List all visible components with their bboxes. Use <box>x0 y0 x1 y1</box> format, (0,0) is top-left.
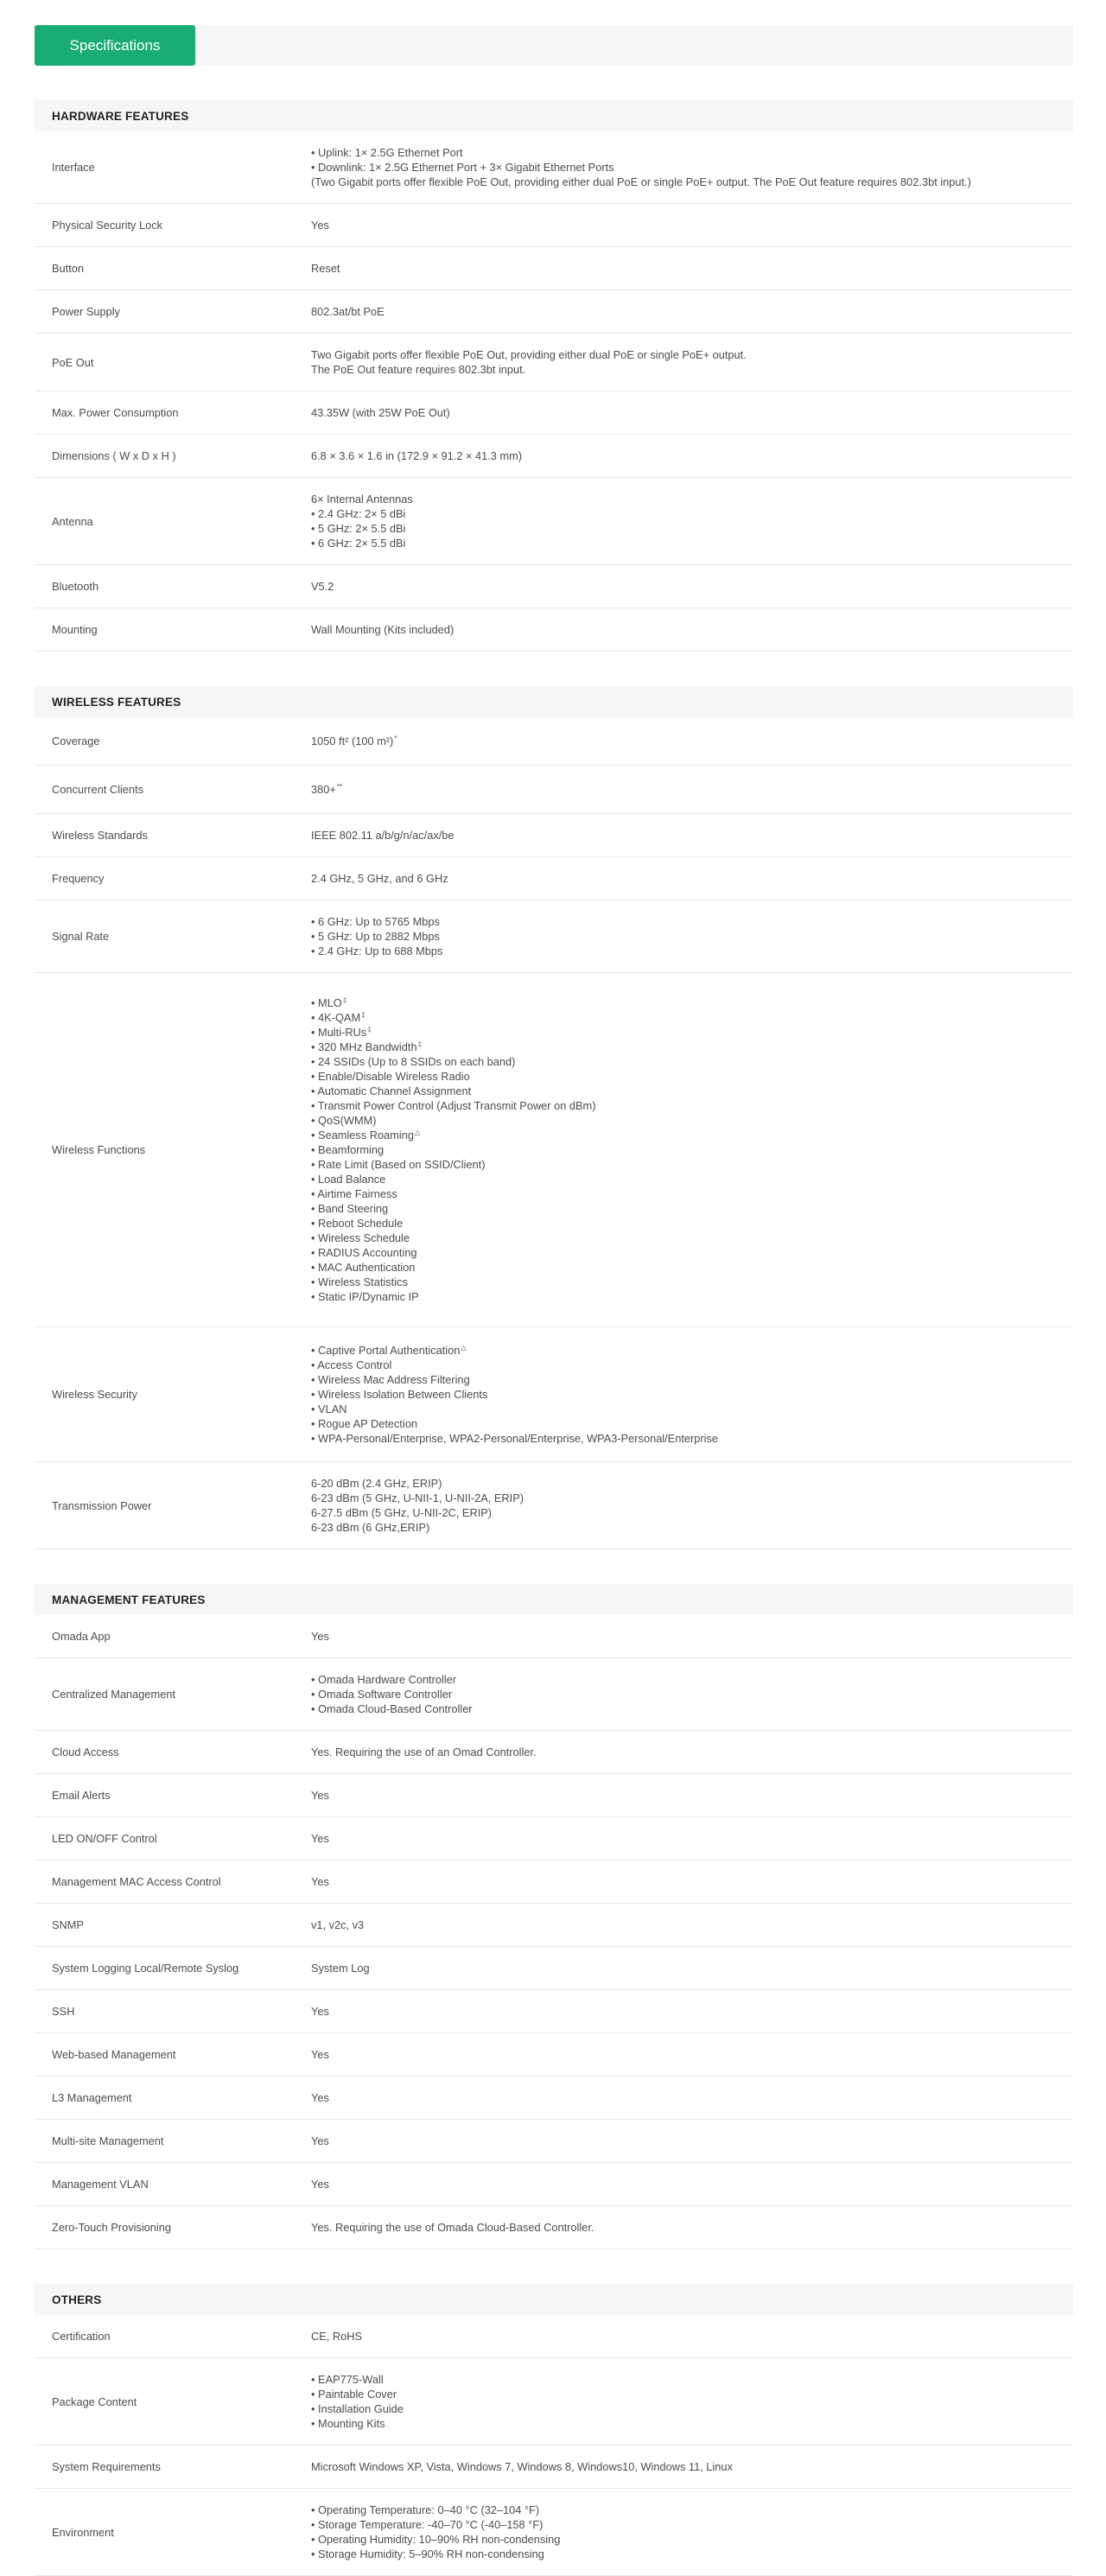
spec-value-text: 6-20 dBm (2.4 GHz, ERIP) <box>311 1477 442 1490</box>
spec-value-text: Yes <box>311 2091 329 2104</box>
footnote-mark: △ <box>415 1128 421 1136</box>
spec-value-text: • Access Control <box>311 1358 392 1371</box>
spec-label: Bluetooth <box>52 580 99 593</box>
spec-value-text: • Operating Temperature: 0–40 °C (32–104 °F) <box>311 2503 540 2516</box>
footnote-mark: ‡ <box>367 1025 372 1034</box>
spec-value <box>311 131 1073 203</box>
spec-value-line <box>311 1402 1073 1416</box>
spec-value-text: 1050 ft² (100 m²) <box>311 735 394 747</box>
spec-value-text: • WPA-Personal/Enterprise, WPA2-Personal/Enterprise, WPA3-Personal/Enterprise <box>311 1432 719 1445</box>
spec-value-text: • Storage Temperature: -40–70 °C (-40–158 °F) <box>311 2518 543 2531</box>
spec-value-text: • Automatic Channel Assignment <box>311 1084 472 1097</box>
spec-value-line <box>311 261 1073 276</box>
spec-value-text: • Band Steering <box>311 1202 389 1215</box>
spec-value-line <box>311 1874 1073 1889</box>
spec-value-text: • Omada Cloud-Based Controller <box>311 1702 473 1715</box>
spec-value <box>311 1731 1073 1773</box>
spec-value <box>311 608 1073 651</box>
spec-value-line <box>311 1358 1073 1372</box>
spec-row-antenna <box>35 478 1073 565</box>
spec-value-text: • Captive Portal Authentication <box>311 1344 461 1357</box>
spec-value <box>311 247 1073 289</box>
tab-bar <box>35 25 1073 66</box>
section-others <box>35 2284 1073 2576</box>
spec-value-text: 802.3at/bt PoE <box>311 305 385 318</box>
spec-label: Power Supply <box>52 305 120 318</box>
spec-value <box>311 857 1073 900</box>
spec-value-text: • Operating Humidity: 10–90% RH non-condensing <box>311 2533 561 2546</box>
spec-value-text: Yes <box>311 2134 329 2147</box>
spec-value-line <box>311 145 1073 160</box>
section-heading: MANAGEMENT FEATURES <box>35 1584 1073 1615</box>
spec-row-multi-site-management <box>35 2120 1073 2163</box>
spec-value <box>311 2446 1073 2488</box>
spec-value-text: • 6 GHz: Up to 5765 Mbps <box>311 915 440 928</box>
spec-value-text: • Uplink: 1× 2.5G Ethernet Port <box>311 146 463 159</box>
spec-value-text: Yes. Requiring the use of an Omad Controller. <box>311 1746 537 1759</box>
spec-value-text: System Log <box>311 1962 370 1975</box>
spec-value-text: • 5 GHz: Up to 2882 Mbps <box>311 930 440 943</box>
spec-value-line <box>311 1245 1073 1260</box>
spec-value <box>311 334 1073 391</box>
spec-row-mounting <box>35 608 1073 652</box>
spec-value-text: The PoE Out feature requires 802.3bt input. <box>311 363 526 376</box>
spec-value-line <box>311 944 1073 958</box>
spec-value-line <box>311 1186 1073 1201</box>
spec-value-line <box>311 304 1073 319</box>
spec-value <box>311 2163 1073 2205</box>
spec-label: Web-based Management <box>52 2048 176 2061</box>
spec-value-text: • Rogue AP Detection <box>311 1417 418 1430</box>
spec-label: Button <box>52 262 84 275</box>
spec-value-line <box>311 2547 1073 2561</box>
spec-label: Cloud Access <box>52 1746 119 1759</box>
spec-label: Centralized Management <box>52 1688 175 1701</box>
section-heading: WIRELESS FEATURES <box>35 686 1073 717</box>
footnote-mark: * <box>394 734 397 742</box>
spec-value-line <box>311 1701 1073 1716</box>
spec-value <box>311 2077 1073 2119</box>
spec-label: System Requirements <box>52 2460 161 2473</box>
spec-value-line <box>311 492 1073 506</box>
spec-value <box>311 900 1073 972</box>
spec-value-line <box>311 1275 1073 1289</box>
spec-row-signal-rate <box>35 900 1073 973</box>
spec-value-text: 6.8 × 3.6 × 1.6 in (172.9 × 91.2 × 41.3 mm) <box>311 449 523 462</box>
spec-value-text: Yes <box>311 1832 329 1845</box>
spec-row-management-vlan <box>35 2163 1073 2206</box>
spec-value <box>311 290 1073 333</box>
spec-value-line <box>311 929 1073 944</box>
spec-value-text: 6-23 dBm (5 GHz, U-NII-1, U-NII-2A, ERIP) <box>311 1492 524 1504</box>
spec-row-omada-app <box>35 1615 1073 1658</box>
spec-value-line <box>311 1025 1073 1040</box>
spec-row-wireless-standards <box>35 814 1073 857</box>
spec-row-email-alerts <box>35 1774 1073 1817</box>
spec-sections <box>35 100 1073 2576</box>
spec-value-line <box>311 347 1073 362</box>
spec-label: Certification <box>52 2330 111 2343</box>
spec-label: Dimensions ( W x D x H ) <box>52 449 176 462</box>
spec-value-text: • Seamless Roaming <box>311 1129 414 1142</box>
spec-row-wireless-functions <box>35 973 1073 1327</box>
footnote-mark: △ <box>461 1343 467 1352</box>
spec-value-line <box>311 2090 1073 2105</box>
spec-value-line <box>311 1687 1073 1701</box>
spec-value-text: Yes <box>311 1630 329 1643</box>
spec-row-transmission-power <box>35 1462 1073 1549</box>
spec-value-text: • Rate Limit (Based on SSID/Client) <box>311 1158 486 1171</box>
spec-value-text: • RADIUS Accounting <box>311 1246 417 1259</box>
footnote-mark: ‡ <box>417 1040 423 1048</box>
spec-value-line <box>311 1672 1073 1687</box>
spec-value-line <box>311 2372 1073 2387</box>
spec-value-line <box>311 1372 1073 1387</box>
spec-row-concurrent-clients <box>35 766 1073 814</box>
spec-value-line <box>311 506 1073 521</box>
spec-row-l3-management <box>35 2077 1073 2120</box>
spec-value-text: • Storage Humidity: 5–90% RH non-condensing <box>311 2547 544 2560</box>
spec-value-text: Yes <box>311 2178 329 2191</box>
spec-value-text: 2.4 GHz, 5 GHz, and 6 GHz <box>311 872 448 885</box>
spec-row-bluetooth <box>35 565 1073 608</box>
spec-value <box>311 435 1073 477</box>
spec-value-text: • Airtime Fairness <box>311 1187 397 1200</box>
spec-row-wireless-security <box>35 1327 1073 1462</box>
spec-value-line <box>311 828 1073 843</box>
spec-row-dimensions-w-x-d-x-h <box>35 435 1073 478</box>
spec-value-text: Reset <box>311 262 340 275</box>
spec-value-text: • Installation Guide <box>311 2402 404 2415</box>
spec-row-snmp <box>35 1904 1073 1947</box>
spec-value-line <box>311 2134 1073 2148</box>
spec-value-line <box>311 1505 1073 1520</box>
footnote-mark: ** <box>336 782 343 791</box>
spec-value-text: 380+ <box>311 783 336 796</box>
spec-label: Wireless Functions <box>52 1143 146 1156</box>
spec-value <box>311 2489 1073 2575</box>
spec-value <box>311 2206 1073 2248</box>
spec-value-text: • Static IP/Dynamic IP <box>311 1290 419 1303</box>
spec-value-text: Wall Mounting (Kits included) <box>311 623 454 636</box>
spec-value-line <box>311 1069 1073 1084</box>
spec-value-text: 6-27.5 dBm (5 GHz, U-NII-2C, ERIP) <box>311 1506 493 1519</box>
spec-row-certification <box>35 2315 1073 2358</box>
spec-value-text: • Wireless Statistics <box>311 1275 408 1288</box>
spec-value-line <box>311 1831 1073 1846</box>
spec-value-text: CE, RoHS <box>311 2330 363 2343</box>
spec-value-text: • Multi-RUs <box>311 1026 367 1039</box>
tab-specifications[interactable]: Specifications <box>35 25 195 66</box>
spec-value <box>311 973 1073 1326</box>
spec-value <box>311 1990 1073 2032</box>
spec-label: Wireless Standards <box>52 829 148 842</box>
spec-label: Signal Rate <box>52 930 110 943</box>
spec-value-line <box>311 2401 1073 2416</box>
spec-value-text: • EAP775-Wall <box>311 2373 384 2386</box>
spec-value <box>311 766 1073 813</box>
spec-value-line <box>311 782 1073 797</box>
spec-value-text: • MAC Authentication <box>311 1261 416 1274</box>
spec-value <box>311 1327 1073 1461</box>
spec-value <box>311 2315 1073 2357</box>
spec-value <box>311 1817 1073 1860</box>
spec-label: Frequency <box>52 872 105 885</box>
spec-row-web-based-management <box>35 2033 1073 2077</box>
spec-value <box>311 1904 1073 1946</box>
spec-value-text: Yes <box>311 2048 329 2061</box>
spec-value-text: 43.35W (with 25W PoE Out) <box>311 406 450 419</box>
spec-label: Zero-Touch Provisioning <box>52 2221 171 2234</box>
spec-label: PoE Out <box>52 355 94 369</box>
spec-value-line <box>311 175 1073 189</box>
spec-row-cloud-access <box>35 1731 1073 1774</box>
section-heading: OTHERS <box>35 2284 1073 2315</box>
spec-value-text: Yes <box>311 2005 329 2018</box>
spec-row-max-power-consumption <box>35 391 1073 435</box>
spec-label: Multi-site Management <box>52 2134 164 2147</box>
spec-value-text: (Two Gigabit ports offer flexible PoE Out, providing either dual PoE or single PoE+ output. The PoE Out feature requires 802.3bt input.) <box>311 175 971 188</box>
spec-value-text: • MLO <box>311 996 342 1009</box>
spec-label: SSH <box>52 2005 75 2018</box>
spec-value <box>311 1774 1073 1816</box>
spec-label: Management MAC Access Control <box>52 1875 221 1888</box>
spec-value-line <box>311 2177 1073 2191</box>
spec-value-text: Yes <box>311 1875 329 1888</box>
spec-value-line <box>311 2329 1073 2344</box>
spec-value <box>311 2120 1073 2162</box>
spec-value-line <box>311 1054 1073 1069</box>
spec-value-text: • Reboot Schedule <box>311 1217 404 1230</box>
spec-value-text: v1, v2c, v3 <box>311 1918 365 1931</box>
spec-value-line <box>311 1142 1073 1157</box>
spec-value-line <box>311 1201 1073 1216</box>
spec-value-line <box>311 2459 1073 2474</box>
spec-value-line <box>311 405 1073 420</box>
spec-value <box>311 2358 1073 2445</box>
spec-value-text: • Load Balance <box>311 1173 386 1186</box>
spec-value <box>311 1860 1073 1903</box>
spec-value-line <box>311 2532 1073 2547</box>
spec-value-line <box>311 448 1073 463</box>
spec-label: L3 Management <box>52 2091 132 2104</box>
spec-row-centralized-management <box>35 1658 1073 1731</box>
spec-label: Management VLAN <box>52 2178 149 2191</box>
spec-value-line <box>311 1172 1073 1186</box>
spec-value <box>311 565 1073 607</box>
spec-value-line <box>311 914 1073 929</box>
spec-value-line <box>311 521 1073 536</box>
spec-value-line <box>311 362 1073 377</box>
spec-value-line <box>311 1098 1073 1113</box>
spec-label: Environment <box>52 2525 114 2539</box>
spec-value-text: Two Gigabit ports offer flexible PoE Out, providing either dual PoE or single PoE+ output. <box>311 348 747 361</box>
spec-label: Physical Security Lock <box>52 219 163 232</box>
spec-value-line <box>311 622 1073 637</box>
spec-row-system-requirements <box>35 2446 1073 2489</box>
spec-value-line <box>311 2004 1073 2019</box>
spec-row-frequency <box>35 857 1073 900</box>
spec-value <box>311 1947 1073 1989</box>
spec-label: System Logging Local/Remote Syslog <box>52 1962 239 1975</box>
spec-value-line <box>311 2416 1073 2431</box>
spec-value-line <box>311 1961 1073 1975</box>
spec-row-power-supply <box>35 290 1073 334</box>
spec-label: Antenna <box>52 514 93 528</box>
spec-row-ssh <box>35 1990 1073 2033</box>
spec-value <box>311 2033 1073 2076</box>
spec-value-text: • 4K-QAM <box>311 1011 361 1024</box>
spec-value-text: • QoS(WMM) <box>311 1114 377 1127</box>
spec-row-led-on-off-control <box>35 1817 1073 1860</box>
spec-label: LED ON/OFF Control <box>52 1832 157 1845</box>
spec-value-line <box>311 1231 1073 1245</box>
spec-value-text: • Beamforming <box>311 1143 385 1156</box>
spec-value-text: • 2.4 GHz: Up to 688 Mbps <box>311 945 443 957</box>
spec-row-management-mac-access-control <box>35 1860 1073 1904</box>
spec-value-text: Yes. Requiring the use of Omada Cloud-Based Controller. <box>311 2221 594 2234</box>
spec-value <box>311 1615 1073 1657</box>
spec-value-line <box>311 1416 1073 1431</box>
spec-value-line <box>311 1289 1073 1304</box>
spec-value-text: • Wireless Mac Address Filtering <box>311 1373 470 1386</box>
spec-value-line <box>311 1113 1073 1128</box>
spec-value-line <box>311 1491 1073 1505</box>
spec-label: Concurrent Clients <box>52 783 143 796</box>
section-heading: HARDWARE FEATURES <box>35 100 1073 131</box>
spec-value-text: • Downlink: 1× 2.5G Ethernet Port + 3× Gigabit Ethernet Ports <box>311 161 614 174</box>
spec-value-line <box>311 1629 1073 1644</box>
spec-label: Wireless Security <box>52 1388 137 1401</box>
spec-label: Coverage <box>52 735 100 747</box>
spec-label: Max. Power Consumption <box>52 406 179 419</box>
spec-value-text: • 320 MHz Bandwidth <box>311 1040 417 1053</box>
spec-value-text: • VLAN <box>311 1402 347 1415</box>
spec-value-line <box>311 1128 1073 1142</box>
spec-value-line <box>311 1343 1073 1358</box>
spec-value <box>311 814 1073 856</box>
footnote-mark: ‡ <box>342 995 347 1004</box>
spec-value-line <box>311 2503 1073 2517</box>
spec-value-text: • Omada Software Controller <box>311 1688 453 1701</box>
spec-row-package-content <box>35 2358 1073 2446</box>
spec-value <box>311 391 1073 434</box>
spec-value-line <box>311 2220 1073 2235</box>
section-hardware-features <box>35 100 1073 652</box>
spec-value-line <box>311 536 1073 550</box>
spec-row-environment <box>35 2489 1073 2576</box>
spec-value-line <box>311 2387 1073 2401</box>
spec-label: Mounting <box>52 623 98 636</box>
spec-row-system-logging-local-remote-syslog <box>35 1947 1073 1990</box>
spec-label: Transmission Power <box>52 1498 152 1512</box>
spec-value-text: V5.2 <box>311 580 334 593</box>
spec-value-line <box>311 1216 1073 1231</box>
spec-row-button <box>35 247 1073 290</box>
spec-value-text: • Transmit Power Control (Adjust Transmit Power on dBm) <box>311 1099 596 1112</box>
spec-value-text: • Wireless Schedule <box>311 1231 410 1244</box>
spec-value-line <box>311 1431 1073 1446</box>
spec-value-line <box>311 2047 1073 2062</box>
spec-label: Omada App <box>52 1630 111 1643</box>
section-management-features <box>35 1584 1073 2249</box>
spec-label: SNMP <box>52 1918 84 1931</box>
spec-value-text: Yes <box>311 219 329 232</box>
spec-value-line <box>311 1040 1073 1054</box>
spec-value-line <box>311 1476 1073 1491</box>
spec-value-line <box>311 734 1073 748</box>
spec-label: Package Content <box>52 2395 137 2408</box>
spec-value-line <box>311 1918 1073 1932</box>
spec-value <box>311 1658 1073 1730</box>
spec-value <box>311 204 1073 246</box>
spec-row-zero-touch-provisioning <box>35 2206 1073 2249</box>
spec-row-interface <box>35 131 1073 204</box>
spec-value <box>311 478 1073 564</box>
spec-value-line <box>311 1010 1073 1025</box>
spec-label: Email Alerts <box>52 1789 111 1802</box>
spec-value-text: Microsoft Windows XP, Vista, Windows 7, Windows 8, Windows10, Windows 11, Linux <box>311 2460 733 2473</box>
spec-value-line <box>311 1745 1073 1759</box>
spec-value-line <box>311 1520 1073 1535</box>
spec-row-coverage <box>35 717 1073 766</box>
section-wireless-features <box>35 686 1073 1549</box>
spec-value-line <box>311 2517 1073 2532</box>
spec-value-line <box>311 160 1073 175</box>
spec-row-poe-out <box>35 334 1073 391</box>
spec-value-text: • 2.4 GHz: 2× 5 dBi <box>311 507 406 520</box>
spec-label: Interface <box>52 161 95 174</box>
footnote-mark: ‡ <box>361 1010 365 1019</box>
spec-value-text: • Mounting Kits <box>311 2417 385 2430</box>
spec-value-text: 6× Internal Antennas <box>311 493 413 506</box>
spec-value-line <box>311 218 1073 232</box>
spec-page <box>35 0 1073 2576</box>
spec-value-text: • 5 GHz: 2× 5.5 dBi <box>311 522 406 535</box>
spec-value-line <box>311 1788 1073 1803</box>
spec-value-text: • Wireless Isolation Between Clients <box>311 1388 488 1401</box>
spec-value-text: • 6 GHz: 2× 5.5 dBi <box>311 537 406 550</box>
spec-row-physical-security-lock <box>35 204 1073 247</box>
spec-value-text: IEEE 802.11 a/b/g/n/ac/ax/be <box>311 829 454 842</box>
spec-value-line <box>311 579 1073 594</box>
spec-value-line <box>311 1157 1073 1172</box>
spec-value-text: • Paintable Cover <box>311 2388 397 2401</box>
spec-value-line <box>311 995 1073 1010</box>
spec-value-line <box>311 1260 1073 1275</box>
spec-value-text: • Enable/Disable Wireless Radio <box>311 1070 470 1083</box>
spec-value <box>311 717 1073 765</box>
spec-value-line <box>311 1084 1073 1098</box>
spec-value-text: • Omada Hardware Controller <box>311 1673 457 1686</box>
spec-value <box>311 1462 1073 1549</box>
spec-value-line <box>311 1387 1073 1402</box>
spec-value-text: Yes <box>311 1789 329 1802</box>
spec-value-text: • 24 SSIDs (Up to 8 SSIDs on each band) <box>311 1055 516 1068</box>
spec-value-text: 6-23 dBm (6 GHz,ERIP) <box>311 1521 430 1534</box>
spec-value-line <box>311 871 1073 886</box>
